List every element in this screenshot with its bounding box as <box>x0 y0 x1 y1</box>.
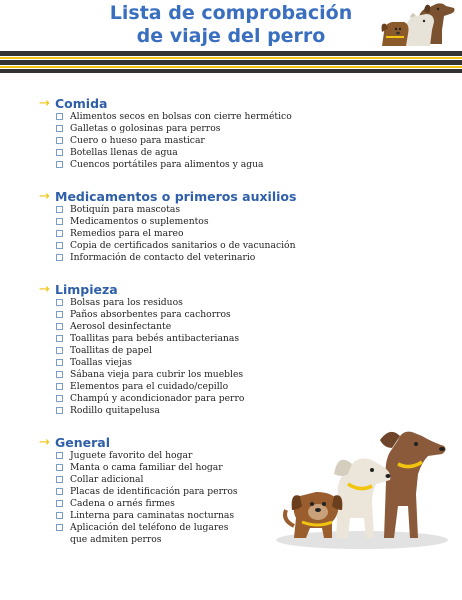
checklist-item[interactable] <box>55 405 244 417</box>
checklist-item[interactable] <box>55 228 295 240</box>
checklist-item-continuation: que admiten perros <box>70 534 162 545</box>
checklist-item[interactable] <box>55 111 292 123</box>
checkbox-icon[interactable] <box>56 476 63 483</box>
section-title: Comida <box>55 96 108 111</box>
checklist-item[interactable] <box>55 393 244 405</box>
item-label: Elementos para el cuidado/cepillo <box>70 381 229 392</box>
checkbox-icon[interactable] <box>56 149 63 156</box>
checklist-item[interactable] <box>55 309 244 321</box>
item-label: Bolsas para los residuos <box>70 297 183 308</box>
checklist <box>55 204 295 264</box>
checkbox-icon[interactable] <box>56 524 63 531</box>
item-label: Galletas o golosinas para perros <box>70 123 221 134</box>
arrow-right-icon: → <box>39 189 50 204</box>
arrow-right-icon: → <box>39 435 50 450</box>
dogs-illustration-footer <box>272 422 450 552</box>
checklist-item[interactable] <box>55 204 295 216</box>
section-title: Limpieza <box>55 282 118 297</box>
checklist-item[interactable] <box>55 381 244 393</box>
checklist-item[interactable] <box>55 498 238 510</box>
checklist-item[interactable] <box>55 252 295 264</box>
checklist-item[interactable] <box>55 345 244 357</box>
checklist-item[interactable] <box>55 522 238 534</box>
dogs-illustration-header <box>376 0 462 50</box>
checklist-item[interactable] <box>55 369 244 381</box>
checkbox-icon[interactable] <box>56 383 63 390</box>
checklist-item[interactable] <box>55 510 238 522</box>
checklist-item[interactable] <box>55 240 295 252</box>
item-label: Placas de identificación para perros <box>70 486 238 497</box>
item-label: Cuencos portátiles para alimentos y agua <box>70 159 264 170</box>
checkbox-icon[interactable] <box>56 242 63 249</box>
checkbox-icon[interactable] <box>56 161 63 168</box>
section-heading <box>39 186 296 204</box>
checkbox-icon[interactable] <box>56 125 63 132</box>
checklist-item[interactable] <box>55 474 238 486</box>
checkbox-icon[interactable] <box>56 488 63 495</box>
arrow-right-icon: → <box>39 96 50 111</box>
checkbox-icon[interactable] <box>56 323 63 330</box>
checklist-item[interactable] <box>55 123 292 135</box>
arrow-right-icon: → <box>39 282 50 297</box>
checkbox-icon[interactable] <box>56 254 63 261</box>
title-line-2: de viaje del perro <box>136 25 326 47</box>
checklist-item[interactable] <box>55 321 244 333</box>
item-label: Copia de certificados sanitarios o de vacunación <box>70 240 296 251</box>
checkbox-icon[interactable] <box>56 335 63 342</box>
checkbox-icon[interactable] <box>56 230 63 237</box>
checkbox-icon[interactable] <box>56 395 63 402</box>
checklist-item[interactable] <box>55 135 292 147</box>
item-label: Toallas viejas <box>70 357 133 368</box>
item-label: Medicamentos o suplementos <box>70 216 209 227</box>
section-heading <box>39 279 118 297</box>
checkbox-icon[interactable] <box>56 206 63 213</box>
checkbox-icon[interactable] <box>56 299 63 306</box>
checklist-item[interactable] <box>55 216 295 228</box>
title-line-1: Lista de comprobación <box>109 2 353 24</box>
checklist-item[interactable] <box>55 159 292 171</box>
checklist-item[interactable] <box>55 450 238 462</box>
section-heading <box>39 93 107 111</box>
checkbox-icon[interactable] <box>56 407 63 414</box>
checkbox-icon[interactable] <box>56 311 63 318</box>
checklist-item[interactable] <box>55 462 238 474</box>
item-label: Sábana vieja para cubrir los muebles <box>70 369 244 380</box>
checkbox-icon[interactable] <box>56 452 63 459</box>
item-label: Champú y acondicionador para perro <box>70 393 245 404</box>
item-label: Collar adicional <box>70 474 144 485</box>
checkbox-icon[interactable] <box>56 464 63 471</box>
checklist-item[interactable] <box>55 297 244 309</box>
item-label: Aerosol desinfectante <box>70 321 172 332</box>
item-label: Manta o cama familiar del hogar <box>70 462 223 473</box>
item-label: Toallitas de papel <box>70 345 152 356</box>
checkbox-icon[interactable] <box>56 347 63 354</box>
item-label: Botellas llenas de agua <box>70 147 178 158</box>
section-title: General <box>55 435 110 450</box>
item-label: Aplicación del teléfono de lugares <box>70 522 229 533</box>
checkbox-icon[interactable] <box>56 371 63 378</box>
checkbox-icon[interactable] <box>56 137 63 144</box>
checklist <box>55 297 244 417</box>
checklist-item[interactable] <box>55 147 292 159</box>
checklist <box>55 111 292 171</box>
checkbox-icon[interactable] <box>56 218 63 225</box>
item-label: Rodillo quitapelusa <box>70 405 160 416</box>
header-stripes <box>0 51 462 77</box>
item-label: Remedios para el mareo <box>70 228 184 239</box>
item-label: Linterna para caminatas nocturnas <box>70 510 235 521</box>
item-label: Botiquín para mascotas <box>70 204 181 215</box>
checklist-item[interactable] <box>55 357 244 369</box>
item-label: Juguete favorito del hogar <box>70 450 193 461</box>
checkbox-icon[interactable] <box>56 500 63 507</box>
checklist <box>55 450 238 546</box>
checkbox-icon[interactable] <box>56 359 63 366</box>
item-label: Cadena o arnés firmes <box>70 498 175 509</box>
section-title: Medicamentos o primeros auxilios <box>55 189 297 204</box>
item-label: Paños absorbentes para cachorros <box>70 309 231 320</box>
item-label: Toallitas para bebés antibacterianas <box>70 333 240 344</box>
item-label: Alimentos secos en bolsas con cierre hermético <box>70 111 292 122</box>
item-label: Información de contacto del veterinario <box>70 252 256 263</box>
checklist-item[interactable] <box>55 486 238 498</box>
checkbox-icon[interactable] <box>56 113 63 120</box>
item-label: Cuero o hueso para masticar <box>70 135 205 146</box>
checkbox-icon[interactable] <box>56 512 63 519</box>
section-heading <box>39 432 110 450</box>
checklist-item[interactable] <box>55 333 244 345</box>
